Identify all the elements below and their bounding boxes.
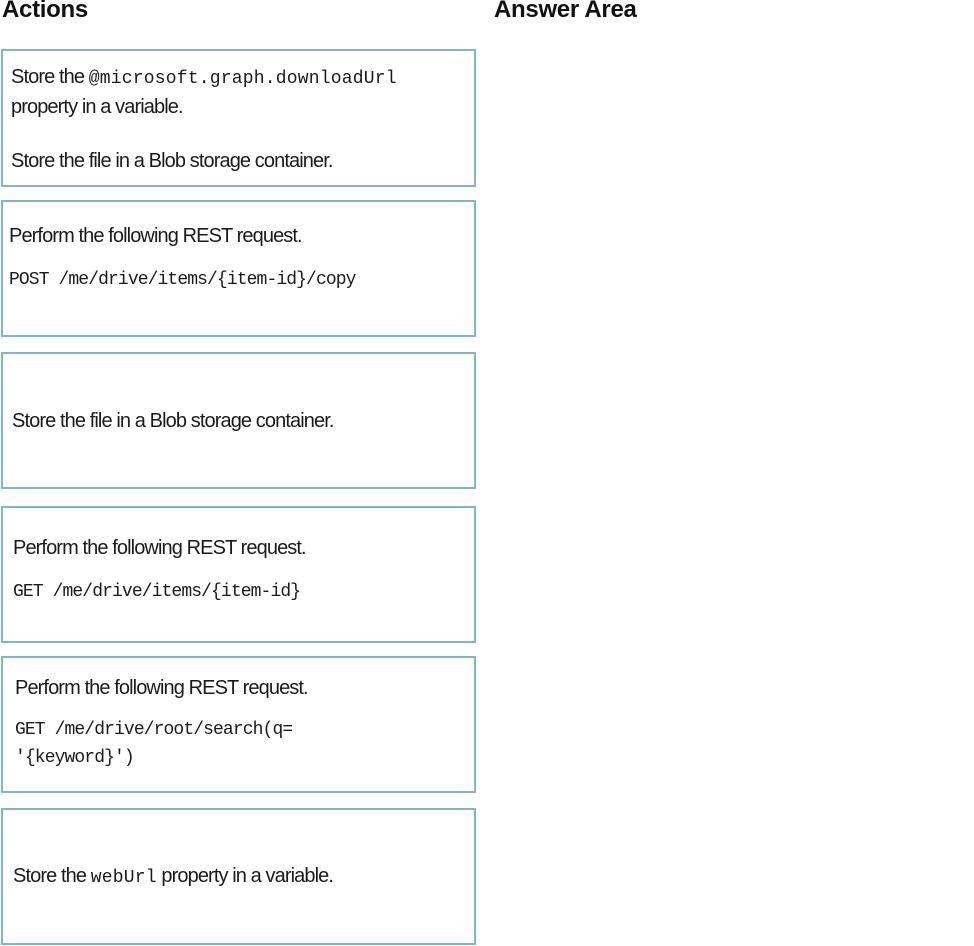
action-card-get-item[interactable] bbox=[1, 506, 476, 643]
action-card-get-search[interactable] bbox=[1, 656, 476, 793]
action-text: Store the file in a Blob storage container. bbox=[11, 150, 333, 172]
action-code: '{keyword}') bbox=[15, 748, 134, 768]
answer-area-dropzone[interactable] bbox=[494, 40, 964, 940]
action-code: @microsoft.graph.downloadUrl bbox=[88, 69, 397, 89]
action-text-line bbox=[13, 862, 333, 892]
action-text: Store the bbox=[11, 66, 89, 88]
action-card-post-copy[interactable] bbox=[1, 200, 476, 337]
action-text: Perform the following REST request. bbox=[15, 677, 308, 699]
actions-heading: Actions bbox=[2, 0, 88, 23]
action-card-store-web-url[interactable] bbox=[1, 808, 476, 945]
action-card-store-download-url[interactable] bbox=[1, 49, 476, 187]
answer-area-heading: Answer Area bbox=[494, 0, 637, 23]
action-text: property in a variable. bbox=[156, 864, 334, 887]
action-code: webUrl bbox=[90, 867, 157, 888]
action-code: GET /me/drive/root/search(q= bbox=[15, 720, 293, 740]
action-text: Store the file in a Blob storage container. bbox=[12, 409, 334, 432]
action-text: property in a variable. bbox=[11, 96, 183, 118]
action-card-store-blob[interactable] bbox=[1, 352, 476, 489]
action-code: POST /me/drive/items/{item-id}/copy bbox=[9, 270, 356, 290]
action-text-line bbox=[11, 63, 474, 93]
action-text: Perform the following REST request. bbox=[13, 537, 306, 559]
action-code: GET /me/drive/items/{item-id} bbox=[13, 582, 301, 602]
action-text: Store the bbox=[13, 864, 91, 887]
action-text: Perform the following REST request. bbox=[9, 225, 302, 247]
